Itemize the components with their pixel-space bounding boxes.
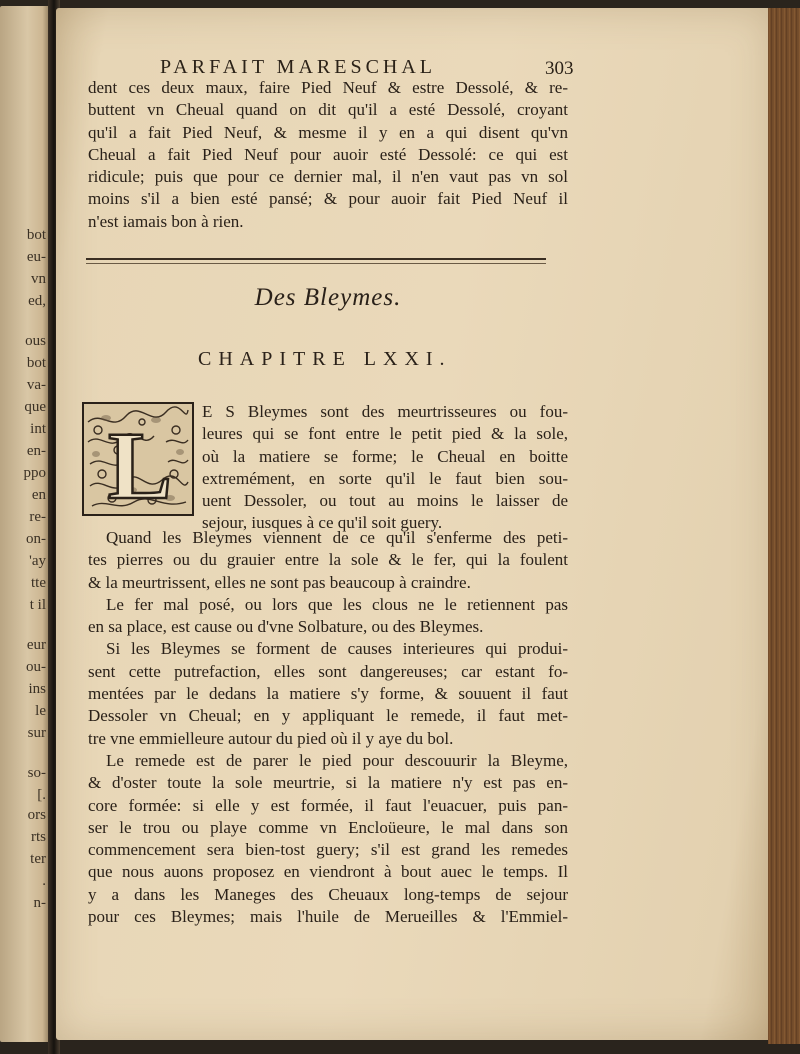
- text-line: & la meurtrissent, elles ne sont pas beaucoup à craindre.: [88, 572, 471, 592]
- carried-over-paragraph: [88, 77, 568, 233]
- previous-page-text-fragment: rts: [31, 829, 46, 845]
- previous-page-text-fragment: [.: [37, 787, 46, 803]
- paragraph: [88, 594, 568, 639]
- previous-page-text-fragment: eur: [26, 637, 46, 653]
- paragraph: [88, 750, 568, 928]
- section-rule: [86, 258, 546, 260]
- text-line: Dessoler vn Cheual; en y appliquant le remede, il faut met-: [88, 706, 568, 726]
- previous-page-text-fragment: bot: [26, 227, 46, 243]
- text-line: ridicule; puis que pour ce dernier mal, il n'en vaut pas vn sol: [88, 167, 568, 187]
- previous-page-text-fragment: en-: [26, 443, 46, 459]
- previous-page-text-fragment: vn: [31, 271, 46, 287]
- previous-page-text-fragment: ins: [28, 681, 46, 697]
- chapter-title: CHAPITRE LXXI.: [198, 348, 452, 370]
- running-head: PARFAIT MARESCHAL: [160, 56, 437, 78]
- text-line: y a dans les Maneges des Cheuaux long-temps de sejour: [88, 884, 568, 904]
- text-line: buttent vn Cheual quand on dit qu'il a esté Dessolé, croyant: [88, 100, 568, 120]
- previous-page-text-fragment: eu-: [26, 249, 46, 265]
- previous-page-text-fragment: va-: [26, 377, 46, 393]
- book-block-edge: [768, 8, 800, 1044]
- text-line: sejour, iusques à ce qu'il soit guery.: [202, 513, 443, 533]
- previous-page-text-fragment: le: [35, 703, 46, 719]
- previous-page-text-fragment: n-: [33, 895, 46, 911]
- text-line: dent ces deux maux, faire Pied Neuf & estre Dessolé, & re-: [88, 78, 568, 97]
- previous-page-text-fragment: int: [30, 421, 46, 437]
- text-line: mentées par le dedans la matiere s'y forme, & souuent il faut: [88, 684, 568, 704]
- text-line: où la matiere se forme; le Cheual en boitte: [202, 446, 568, 466]
- text-line: Si les Bleymes se forment de causes interieures qui produi-: [106, 639, 568, 659]
- text-line: & d'oster toute la sole meurtrie, si la matiere n'y est pas en-: [88, 773, 568, 793]
- previous-page-text-fragment: t il: [29, 597, 46, 613]
- previous-page-text-fragment: ed,: [28, 293, 46, 309]
- paragraph: [88, 638, 568, 749]
- previous-page-text-fragment: on-: [26, 531, 46, 547]
- previous-page-text-fragment: ppo: [23, 465, 46, 481]
- previous-page-text-fragment: en: [31, 487, 46, 503]
- text-line: qu'il a fait Pied Neuf, & mesme il y en a qui disent qu'vn: [88, 122, 568, 142]
- previous-page-text-fragment: ous: [25, 333, 46, 349]
- previous-page-text-fragment: 'ay: [29, 553, 46, 569]
- previous-page-text-fragment: que: [24, 399, 46, 415]
- previous-page-edge: [0, 6, 50, 1042]
- previous-page-text-fragment: ou-: [26, 659, 46, 675]
- text-line: core formée: si elle y est formée, il faut l'euacuer, puis pan-: [88, 795, 568, 815]
- text-line: extremément, en sorte qu'il le faut bien sou-: [202, 468, 568, 488]
- text-line: sent cette putrefaction, elles sont dangereuses; car estant fo-: [88, 661, 568, 681]
- text-line: commencement sera bien-tost guery; s'il est grand les remedes: [88, 840, 568, 860]
- chapter-body: [88, 527, 568, 928]
- text-line: Cheual a fait Pied Neuf pour auoir esté Dessolé: ce qui est: [88, 144, 568, 164]
- previous-page-text-fragment: .: [42, 873, 46, 889]
- text-line: Le fer mal posé, ou lors que les clous ne le retiennent pas: [106, 594, 568, 614]
- previous-page-text-fragment: sur: [27, 725, 46, 741]
- text-line: E S Bleymes sont des meurtrisseures ou fou-: [202, 402, 568, 421]
- ornamental-drop-cap: [82, 402, 194, 516]
- paragraph: [88, 527, 568, 594]
- text-line: leures qui se font entre le petit pied & la sole,: [202, 424, 568, 444]
- previous-page-text-fragment: ors: [27, 807, 46, 823]
- text-line: tre vne emmielleure autour du pied où il y aye du bol.: [88, 728, 454, 748]
- previous-page-text-fragment: tte: [31, 575, 46, 591]
- text-line: Quand les Bleymes viennent de ce qu'il s'enferme des peti-: [106, 528, 568, 547]
- previous-page-text-fragment: bot: [26, 355, 46, 371]
- text-line: Le remede est de parer le pied pour descouurir la Bleyme,: [106, 750, 568, 770]
- previous-page-text-fragment: so-: [27, 765, 46, 781]
- drop-cap-letter: L: [107, 412, 173, 516]
- text-line: pour ces Bleymes; mais l'huile de Merueilles & l'Emmiel-: [88, 907, 568, 927]
- section-rule-thin: [86, 263, 546, 264]
- text-line: que nous auons proposez en viendront à bout auec le temps. Il: [88, 862, 568, 882]
- text-line: moins s'il a bien esté pansé; & pour auoir fait Pied Neuf il: [88, 189, 568, 209]
- text-line: tes pierres ou du grauier entre la sole & le fer, qui la foulent: [88, 550, 568, 570]
- text-line: n'est iamais bon à rien.: [88, 211, 244, 231]
- text-line: en sa place, est cause ou d'vne Solbature, ou des Bleymes.: [88, 617, 484, 637]
- section-title: Des Bleymes.: [254, 284, 402, 311]
- previous-page-text-fragment: ter: [30, 851, 46, 867]
- text-line: uent Dessoler, ou tout au moins le laisser de: [202, 491, 568, 511]
- text-line: ser le trou ou playe comme vn Encloüeure, le mal dans son: [88, 817, 568, 837]
- chapter-opening-text: [202, 401, 568, 535]
- previous-page-text-fragment: re-: [29, 509, 46, 525]
- page-number: 303: [545, 58, 574, 79]
